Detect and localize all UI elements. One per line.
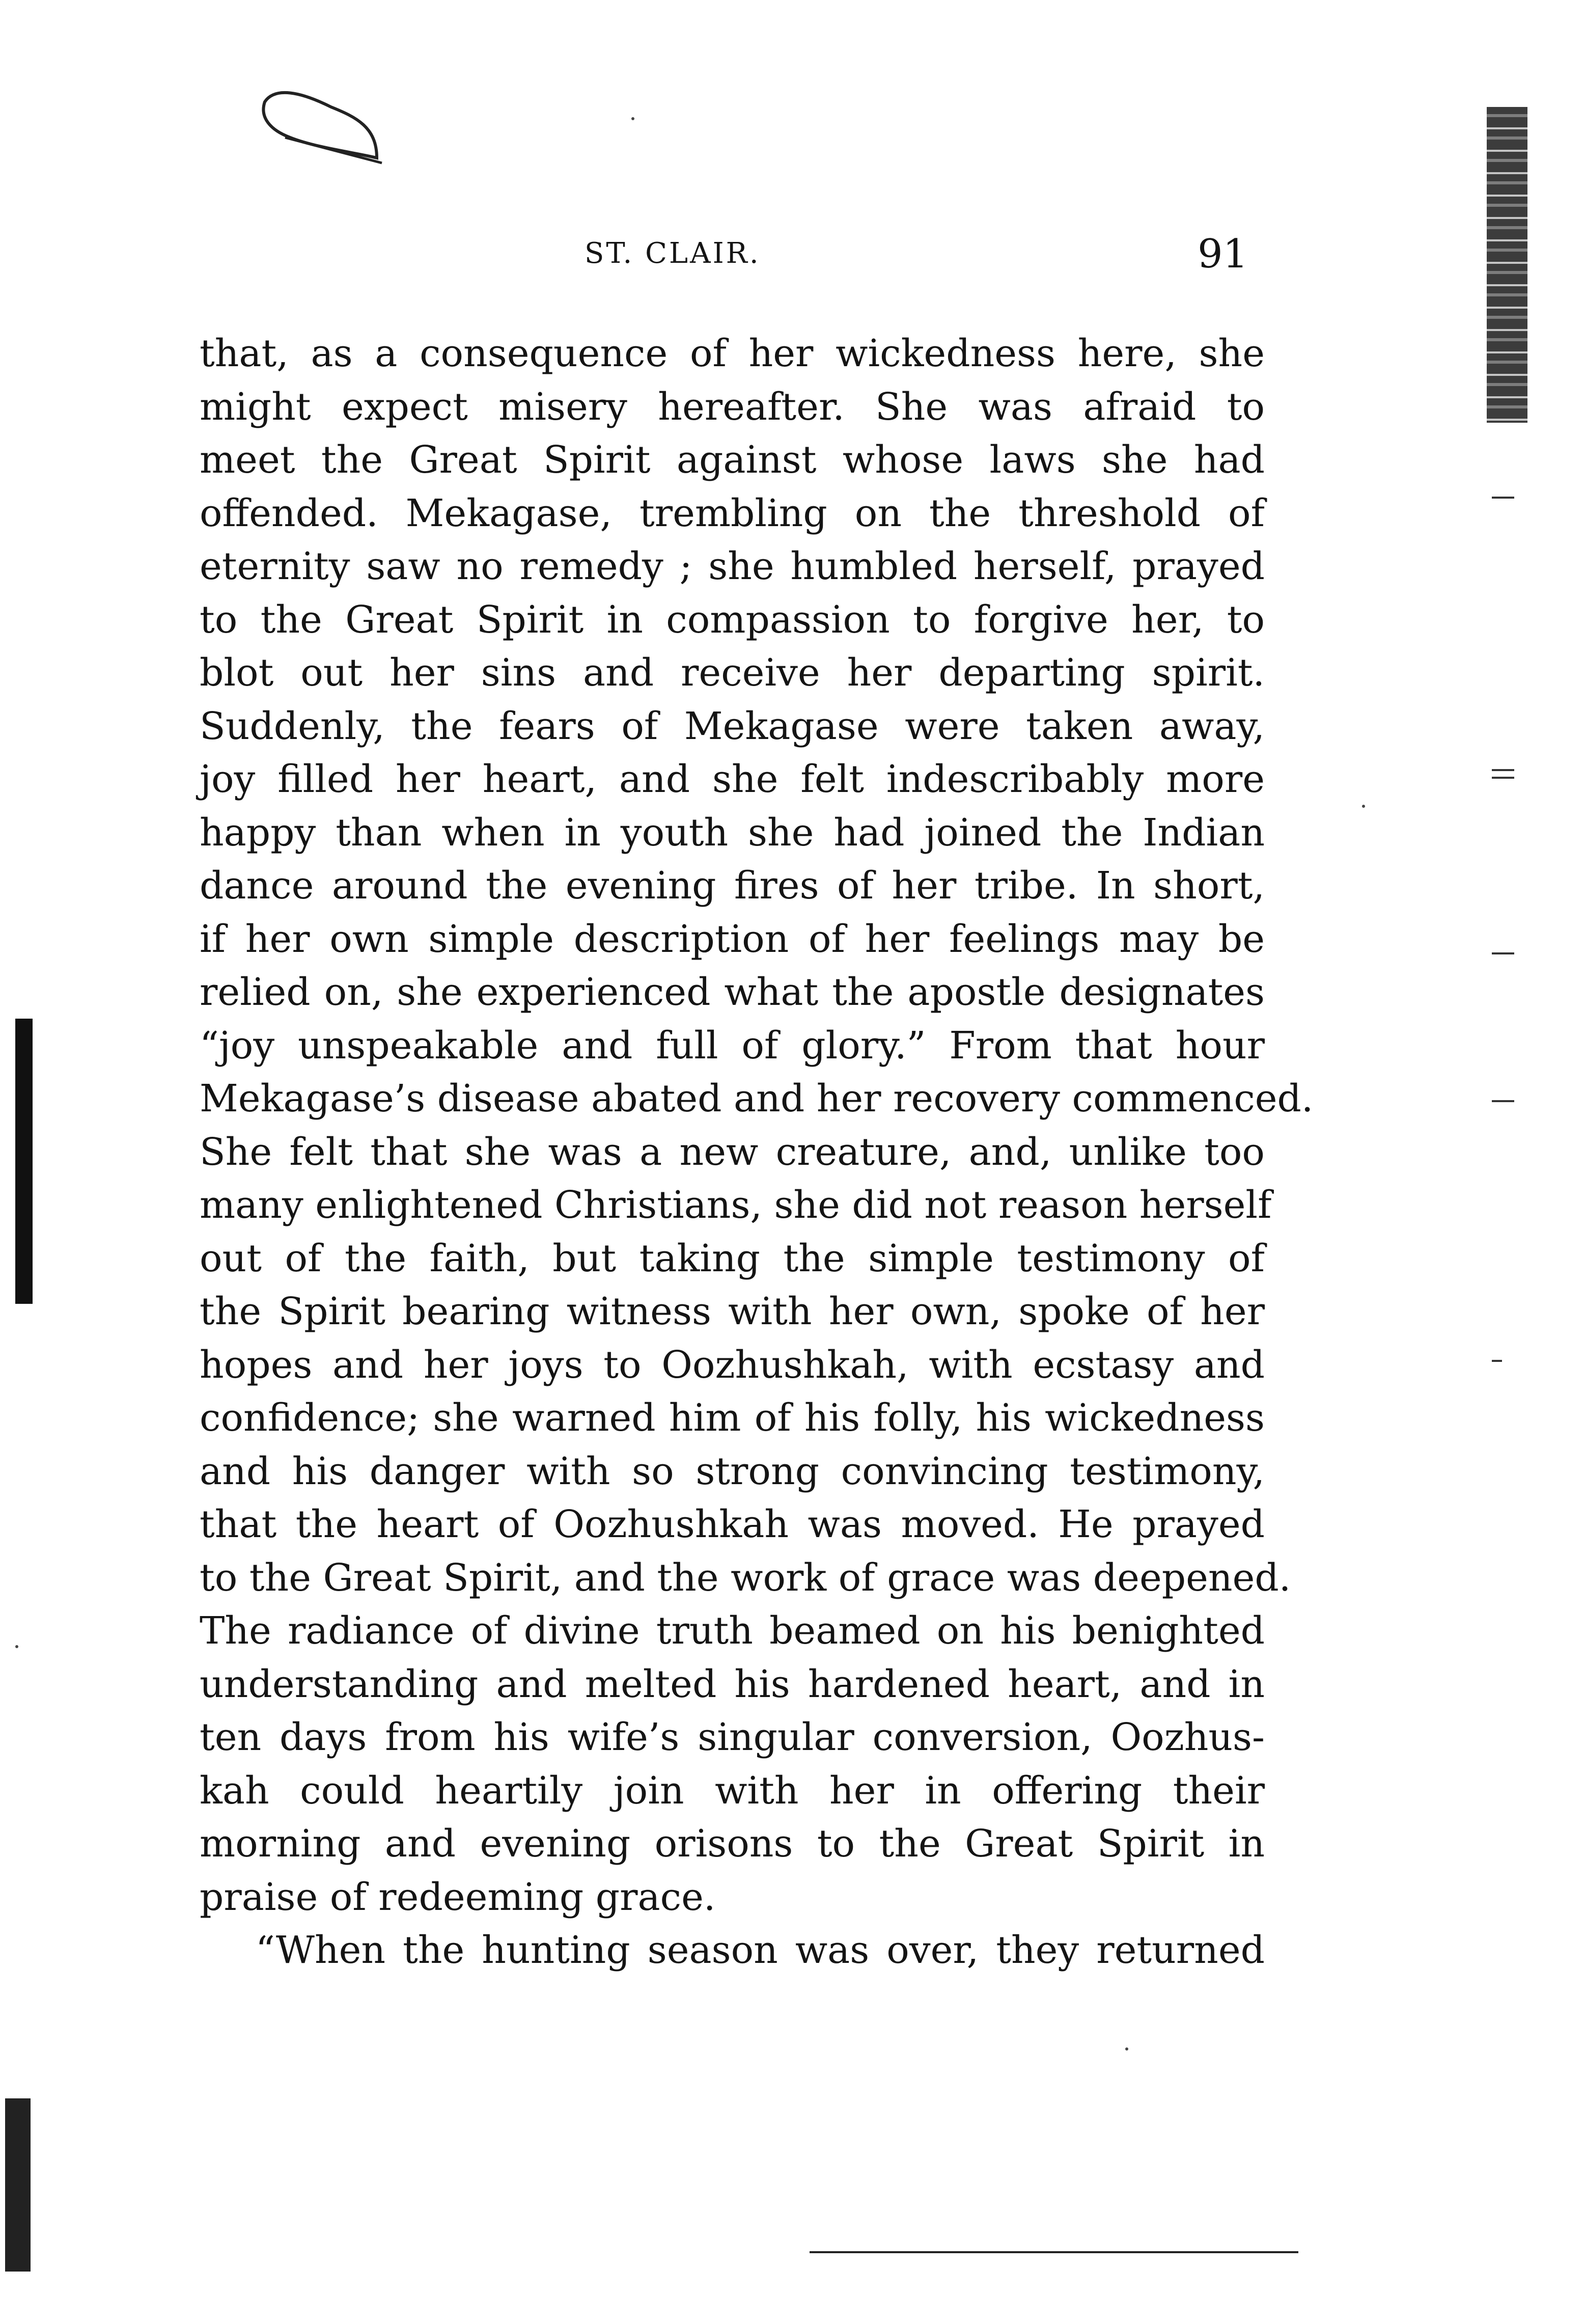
- text-line: to the Great Spirit, and the work of grace was deepened.: [200, 1555, 1291, 1600]
- text-line: that the heart of Oozhushkah was moved. He prayed: [200, 1502, 1265, 1546]
- body-text: [200, 327, 1314, 1977]
- text-line: to the Great Spirit in compassion to forgive her, to: [200, 597, 1265, 642]
- scan-edge-strip: [1487, 107, 1527, 423]
- text-line: out of the faith, but taking the simple testimony of: [200, 1236, 1265, 1280]
- scan-dash: [1492, 497, 1514, 499]
- scan-dash: [1492, 769, 1514, 771]
- running-title: ST. CLAIR.: [585, 237, 761, 270]
- text-line: Suddenly, the fears of Mekagase were taken away,: [200, 704, 1265, 748]
- scan-speck: [1362, 805, 1365, 808]
- scan-bottom-line: [810, 2251, 1298, 2253]
- text-line: might expect misery hereafter. She was afraid to: [200, 385, 1265, 429]
- text-line: understanding and melted his hardened heart, and in: [200, 1662, 1265, 1706]
- text-line: joy filled her heart, and she felt indescribably more: [200, 757, 1265, 801]
- scan-speck: [15, 1645, 18, 1648]
- text-line: many enlightened Christians, she did not reason herself: [200, 1183, 1272, 1227]
- text-line: if her own simple description of her feelings may be: [200, 917, 1265, 961]
- page-number: 91: [1198, 231, 1248, 277]
- text-line: dance around the evening fires of her tribe. In short,: [200, 864, 1265, 908]
- text-line: blot out her sins and receive her departing spirit.: [200, 651, 1265, 695]
- text-line: “joy unspeakable and full of glory.” From that hour: [200, 1023, 1265, 1068]
- pencil-mark: [255, 81, 397, 168]
- text-line: the Spirit bearing witness with her own, spoke of her: [200, 1290, 1265, 1333]
- scan-speck: [1125, 2047, 1128, 2050]
- text-line: and his danger with so strong convincing testimony,: [200, 1449, 1265, 1493]
- text-line: meet the Great Spirit against whose laws she had: [200, 438, 1265, 482]
- text-line-paragraph-start: “When the hunting season was over, they returned: [256, 1928, 1265, 1972]
- text-line-paragraph-end: praise of redeeming grace.: [200, 1875, 716, 1919]
- text-line: happy than when in youth she had joined the Indian: [200, 810, 1265, 855]
- scan-speck: [631, 117, 634, 120]
- text-line: relied on, she experienced what the apostle designates: [200, 970, 1265, 1014]
- scan-margin-bar: [5, 2098, 31, 2272]
- scan-dash: [1492, 1100, 1514, 1102]
- text-line: The radiance of divine truth beamed on his benighted: [200, 1609, 1265, 1653]
- text-line: kah could heartily join with her in offering their: [200, 1768, 1265, 1813]
- scan-dash: [1492, 952, 1514, 954]
- scan-margin-bar: [15, 1019, 33, 1304]
- scan-dash: [1492, 1360, 1502, 1362]
- text-line: confidence; she warned him of his folly, his wickedness: [200, 1396, 1265, 1440]
- text-line: offended. Mekagase, trembling on the threshold of: [200, 491, 1265, 535]
- text-line: hopes and her joys to Oozhushkah, with ecstasy and: [200, 1343, 1265, 1387]
- text-line: ten days from his wife’s singular conversion, Oozhus-: [200, 1715, 1265, 1759]
- text-line: eternity saw no remedy ; she humbled herself, prayed: [200, 544, 1265, 588]
- text-line: She felt that she was a new creature, and, unlike too: [200, 1130, 1265, 1174]
- text-line: that, as a consequence of her wickedness here, she: [200, 332, 1265, 375]
- scan-dash: [1492, 777, 1514, 779]
- text-line: morning and evening orisons to the Great Spirit in: [200, 1822, 1265, 1866]
- text-line: Mekagase’s disease abated and her recovery commenced.: [200, 1077, 1314, 1120]
